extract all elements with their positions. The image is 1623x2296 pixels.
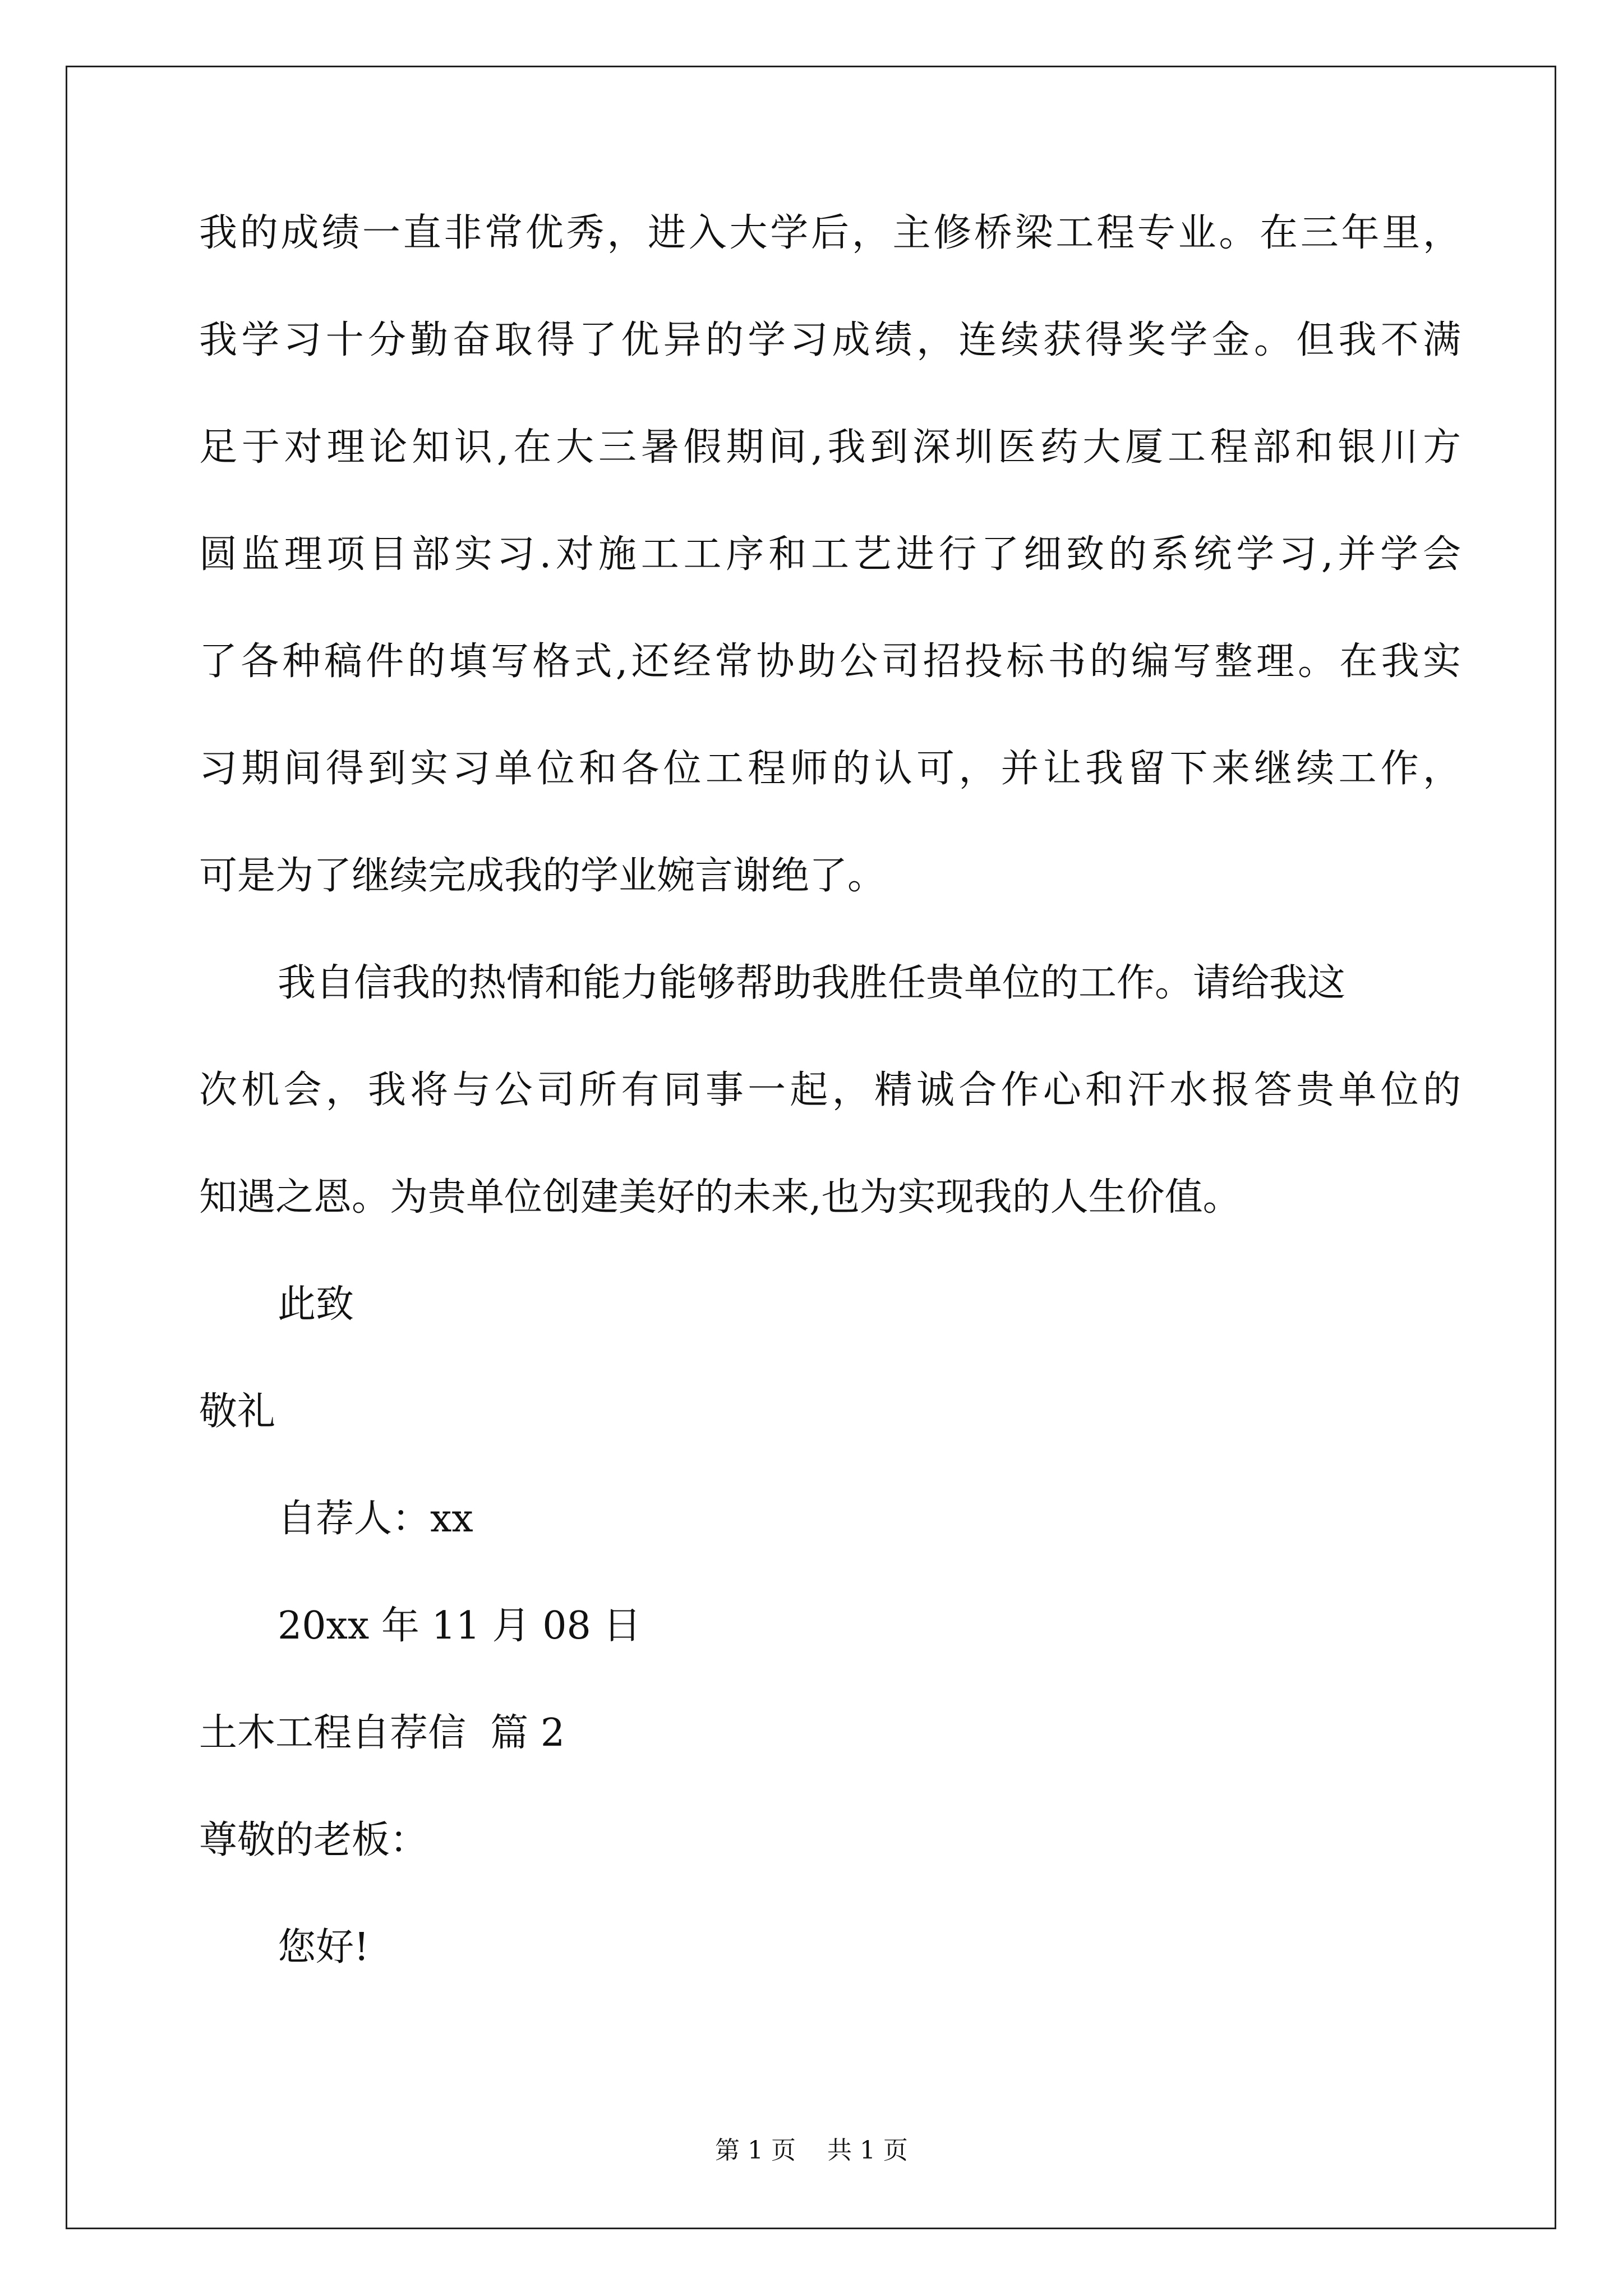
paragraph-line-text: 次机会，我将与公司所有同事一起，精诚合作心和汗水报答贵单位的	[199, 1068, 1461, 1112]
greeting-text: 您好!	[278, 1925, 370, 1970]
paragraph-line-text: 了各种稿件的填写格式,还经常协助公司招投标书的编写整理。在我实	[199, 639, 1461, 684]
page-footer	[0, 2130, 1623, 2166]
closing-respect-text: 敬礼	[199, 1389, 276, 1434]
letter-body	[199, 211, 1461, 2036]
paragraph-line	[199, 318, 1461, 429]
greeting-line	[199, 1925, 1461, 2036]
date-text: 20xx 年 11 月 08 日	[278, 1604, 642, 1648]
paragraph-line-text: 知遇之恩。为贵单位创建美好的未来,也为实现我的人生价值。	[199, 1175, 1241, 1220]
date-line	[199, 1604, 1461, 1714]
paragraph-line-text: 我自信我的热情和能力能够帮助我胜任贵单位的工作。请给我这	[278, 961, 1346, 1005]
greeting-text: 尊敬的老板：	[199, 1818, 428, 1862]
paragraph-line	[199, 532, 1461, 643]
signature-line	[199, 1497, 1461, 1607]
closing-salutation	[199, 1282, 1461, 1393]
paragraph-line	[199, 211, 1461, 321]
signature-text: 自荐人：xx	[278, 1497, 473, 1541]
paragraph-line-text: 可是为了继续完成我的学业婉言谢绝了。	[199, 854, 886, 898]
paragraph-line-text: 我的成绩一直非常优秀，进入大学后，主修桥梁工程专业。在三年里，	[199, 211, 1461, 255]
paragraph-line-text: 习期间得到实习单位和各位工程师的认可，并让我留下来继续工作，	[199, 747, 1461, 791]
paragraph-line	[199, 1068, 1461, 1179]
paragraph-line	[199, 639, 1461, 750]
paragraph-line	[199, 425, 1461, 536]
closing-salutation-text: 此致	[278, 1282, 354, 1327]
paragraph-line	[199, 854, 1461, 964]
paragraph-line	[199, 747, 1461, 857]
section-heading-text: 土木工程自荐信 篇 2	[199, 1711, 565, 1755]
closing-respect	[199, 1389, 1461, 1500]
section-heading	[199, 1711, 1461, 1821]
page-number: 第 1 页 共 1 页	[715, 2136, 908, 2165]
paragraph-line-text: 圆监理项目部实习.对施工工序和工艺进行了细致的系统学习,并学会	[199, 532, 1461, 577]
greeting-line	[199, 1818, 1461, 1929]
paragraph-line	[199, 961, 1461, 1071]
paragraph-line	[199, 1175, 1461, 1286]
paragraph-line-text: 我学习十分勤奋取得了优异的学习成绩，连续获得奖学金。但我不满	[199, 318, 1461, 362]
paragraph-line-text: 足于对理论知识,在大三暑假期间,我到深圳医药大厦工程部和银川方	[199, 425, 1461, 470]
